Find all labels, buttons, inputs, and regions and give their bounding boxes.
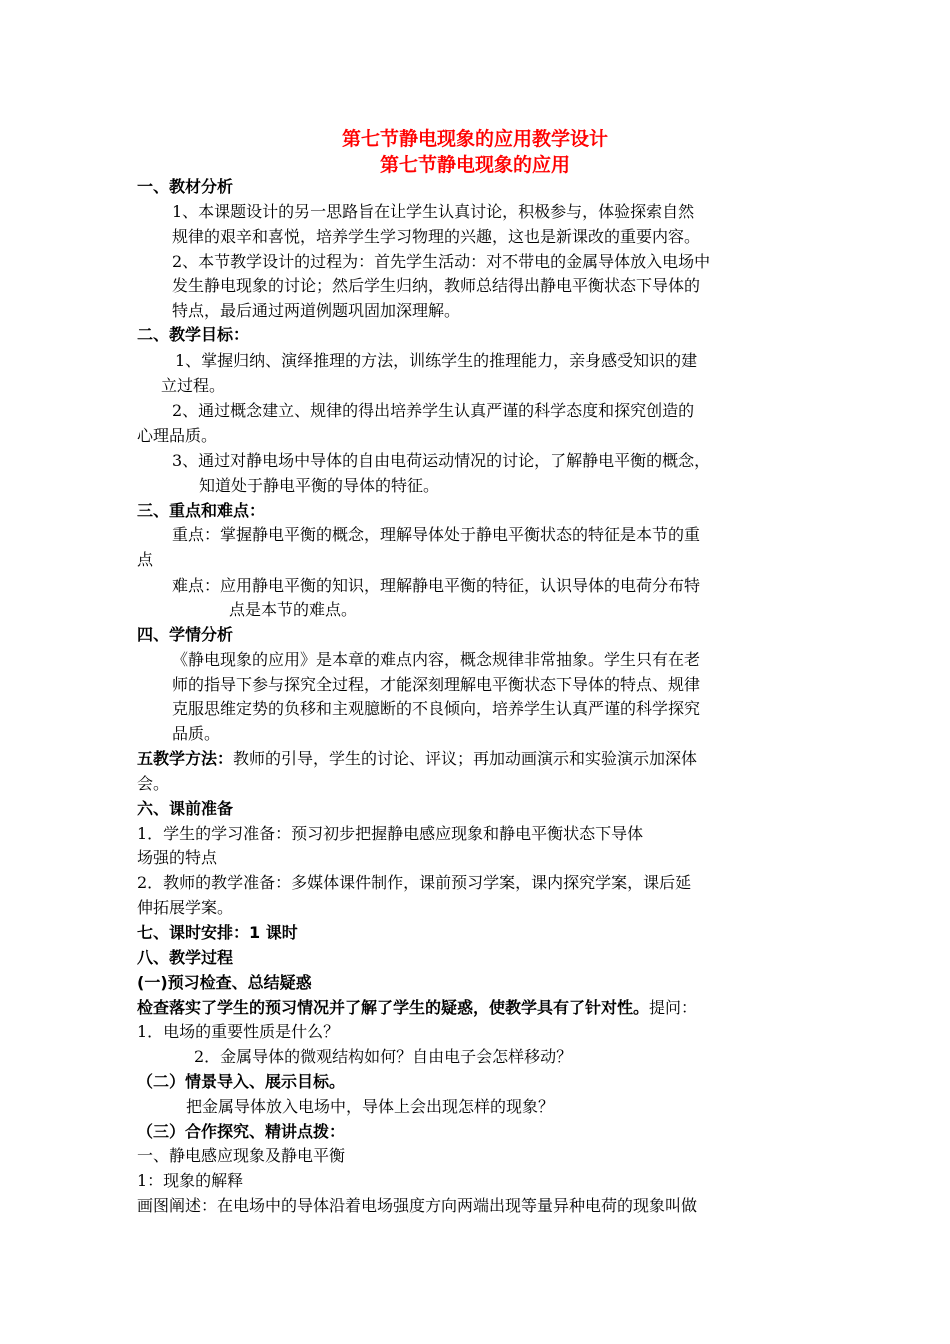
paragraph-line: 场强的特点 bbox=[137, 848, 218, 867]
paragraph-line: 会。 bbox=[137, 774, 170, 793]
section-heading-teaching-method: 五教学方法： bbox=[137, 749, 234, 768]
paragraph-line: 品质。 bbox=[172, 724, 221, 743]
paragraph-line: 2、通过概念建立、规律的得出培养学生认真严谨的科学态度和探究创造的 bbox=[172, 401, 695, 420]
paragraph-line: 一、静电感应现象及静电平衡 bbox=[137, 1146, 346, 1165]
paragraph-line: 1、掌握归纳、演绎推理的方法，训练学生的推理能力，亲身感受知识的建 bbox=[175, 351, 698, 370]
paragraph-line: 1．学生的学习准备：预习初步把握静电感应现象和静电平衡状态下导体 bbox=[137, 824, 644, 843]
document-subtitle: 第七节静电现象的应用 bbox=[379, 154, 570, 176]
paragraph-line-check bbox=[137, 996, 697, 1020]
paragraph-line: 1：现象的解释 bbox=[137, 1171, 244, 1190]
section-heading-schedule: 七、课时安排：1 课时 bbox=[137, 923, 298, 942]
paragraph-line: 立过程。 bbox=[161, 376, 226, 395]
section-heading-key-points: 三、重点和难点： bbox=[137, 501, 266, 520]
section-heading-learner-analysis: 四、学情分析 bbox=[137, 625, 234, 644]
paragraph-line: 发生静电现象的讨论；然后学生归纳，教师总结得出静电平衡状态下导体的 bbox=[172, 276, 701, 295]
paragraph-line: 1．电场的重要性质是什么？ bbox=[137, 1022, 340, 1041]
section-heading-textbook-analysis: 一、教材分析 bbox=[137, 177, 234, 196]
subsection-heading: （三）合作探究、精讲点拨： bbox=[137, 1122, 346, 1141]
paragraph-line: 3、通过对静电场中导体的自由电荷运动情况的讨论，了解静电平衡的概念， bbox=[172, 451, 711, 470]
paragraph-line: 1、本课题设计的另一思路旨在让学生认真讨论，积极参与，体验探索自然 bbox=[172, 202, 695, 221]
paragraph-line: 知道处于静电平衡的导体的特征。 bbox=[199, 476, 440, 495]
paragraph-line: 克服思维定势的负移和主观臆断的不良倾向，培养学生认真严谨的科学探究 bbox=[172, 699, 701, 718]
section-heading-teaching-goals: 二、教学目标： bbox=[137, 325, 250, 344]
paragraph-line: 《静电现象的应用》是本章的难点内容，概念规律非常抽象。学生只有在老 bbox=[172, 650, 701, 669]
paragraph-line: 师的指导下参与探究全过程，才能深刻理解电平衡状态下导体的特点、规律 bbox=[172, 675, 701, 694]
paragraph-line: 2、本节教学设计的过程为：首先学生活动：对不带电的金属导体放入电场中 bbox=[172, 252, 711, 271]
document-title: 第七节静电现象的应用教学设计 bbox=[341, 128, 608, 150]
paragraph-line: 特点，最后通过两道例题巩固加深理解。 bbox=[172, 301, 461, 320]
paragraph-line: 点是本节的难点。 bbox=[229, 600, 358, 619]
teaching-method-text: 教师的引导，学生的讨论、评议；再加动画演示和实验演示加深体 bbox=[233, 749, 698, 768]
paragraph-line: 点 bbox=[137, 550, 154, 569]
paragraph-line: 难点：应用静电平衡的知识，理解静电平衡的特征，认识导体的电荷分布特 bbox=[172, 576, 701, 595]
paragraph-line: 伸拓展学案。 bbox=[137, 898, 234, 917]
paragraph-line: 心理品质。 bbox=[137, 426, 218, 445]
question-label: 提问： bbox=[649, 998, 698, 1017]
section-heading-preparation: 六、课前准备 bbox=[137, 799, 234, 818]
subsection-heading: （二）情景导入、展示目标。 bbox=[137, 1072, 346, 1091]
paragraph-line: 把金属导体放入电场中，导体上会出现怎样的现象？ bbox=[186, 1097, 555, 1116]
paragraph-line: 2．教师的教学准备：多媒体课件制作，课前预习学案，课内探究学案，课后延 bbox=[137, 873, 692, 892]
emphasis-text: 检查落实了学生的预习情况并了解了学生的疑惑，使教学具有了针对性。 bbox=[137, 998, 650, 1017]
paragraph-line: 2．金属导体的微观结构如何？自由电子会怎样移动？ bbox=[194, 1047, 573, 1066]
paragraph-line: 规律的艰辛和喜悦，培养学生学习物理的兴趣，这也是新课改的重要内容。 bbox=[172, 227, 701, 246]
subsection-heading: (一)预习检查、总结疑惑 bbox=[137, 973, 312, 992]
paragraph-line: 重点：掌握静电平衡的概念，理解导体处于静电平衡状态的特征是本节的重 bbox=[172, 525, 701, 544]
section-heading-process: 八、教学过程 bbox=[137, 948, 234, 967]
paragraph-line: 画图阐述：在电场中的导体沿着电场强度方向两端出现等量异种电荷的现象叫做 bbox=[137, 1196, 698, 1215]
paragraph-line-teaching-method bbox=[137, 747, 697, 771]
